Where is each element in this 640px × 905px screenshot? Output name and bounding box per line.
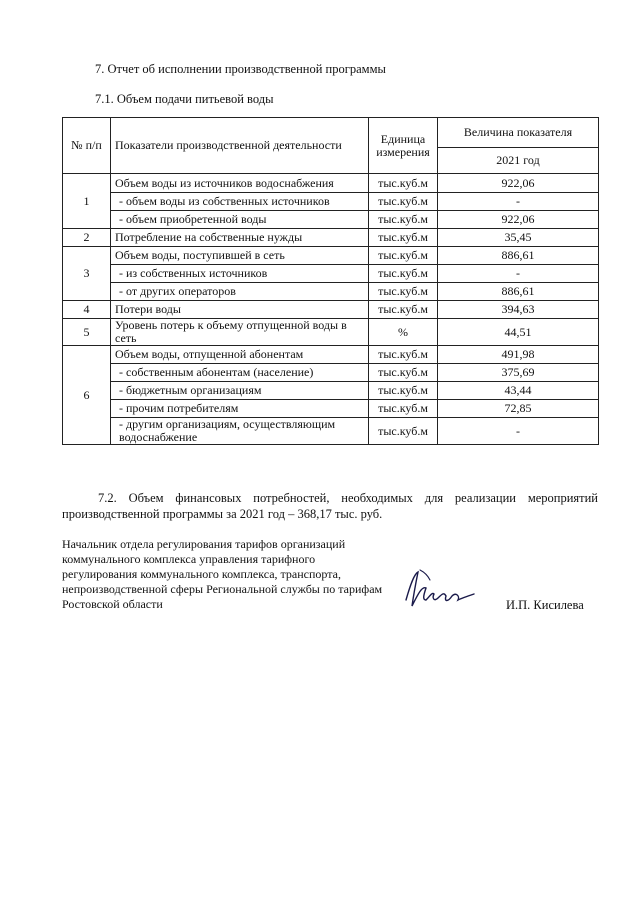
row-indicator: - собственным абонентам (население) — [111, 364, 369, 382]
table-row — [63, 418, 599, 445]
row-value: 43,44 — [438, 382, 599, 400]
row-indicator: Объем воды из источников водоснабжения — [111, 174, 369, 193]
table-row — [63, 364, 599, 382]
row-number: 6 — [63, 346, 111, 445]
table-row — [63, 319, 599, 346]
row-value: 72,85 — [438, 400, 599, 418]
row-number: 3 — [63, 247, 111, 301]
table-row — [63, 400, 599, 418]
row-value: 394,63 — [438, 301, 599, 319]
table-row — [63, 174, 599, 193]
table-row — [63, 382, 599, 400]
subsection-heading: 7.1. Объем подачи питьевой воды — [95, 92, 274, 106]
table-row — [63, 265, 599, 283]
row-indicator: - от других операторов — [111, 283, 369, 301]
row-value: - — [438, 193, 599, 211]
row-indicator: - из собственных источников — [111, 265, 369, 283]
row-indicator: Потери воды — [111, 301, 369, 319]
financial-paragraph: 7.2. Объем финансовых потребностей, необходимых для реализации мероприятий производственной программы за 2021 год – 368,17 тыс. руб. — [62, 491, 598, 521]
table-row — [63, 211, 599, 229]
table-header-row — [63, 118, 599, 148]
row-indicator: - объем приобретенной воды — [111, 211, 369, 229]
row-indicator: Объем воды, поступившей в сеть — [111, 247, 369, 265]
row-value: 886,61 — [438, 283, 599, 301]
row-number: 2 — [63, 229, 111, 247]
row-value: 375,69 — [438, 364, 599, 382]
signature-image — [400, 566, 480, 616]
row-indicator: Объем воды, отпущенной абонентам — [111, 346, 369, 364]
header-indicator: Показатели производственной деятельности — [111, 118, 369, 174]
row-value: - — [438, 418, 599, 445]
table-row — [63, 346, 599, 364]
row-value: 886,61 — [438, 247, 599, 265]
row-unit: тыс.куб.м — [369, 193, 438, 211]
row-indicator: Потребление на собственные нужды — [111, 229, 369, 247]
section-heading: 7. Отчет об исполнении производственной программы — [95, 62, 386, 76]
row-unit: тыс.куб.м — [369, 211, 438, 229]
row-value: 922,06 — [438, 174, 599, 193]
table-row — [63, 229, 599, 247]
row-unit: тыс.куб.м — [369, 229, 438, 247]
row-unit: тыс.куб.м — [369, 247, 438, 265]
row-number: 1 — [63, 174, 111, 229]
table-row — [63, 283, 599, 301]
row-number: 4 — [63, 301, 111, 319]
header-unit: Единица измерения — [369, 118, 438, 174]
row-value: - — [438, 265, 599, 283]
row-indicator: - объем воды из собственных источников — [111, 193, 369, 211]
row-unit: тыс.куб.м — [369, 382, 438, 400]
header-value-group: Величина показателя — [438, 118, 599, 148]
row-unit: тыс.куб.м — [369, 301, 438, 319]
signatory-name: И.П. Кисилева — [506, 598, 584, 612]
row-unit: тыс.куб.м — [369, 283, 438, 301]
row-unit: тыс.куб.м — [369, 265, 438, 283]
row-indicator: Уровень потерь к объему отпущенной воды в сеть — [111, 319, 369, 346]
row-indicator: - другим организациям, осуществляющим водоснабжение — [111, 418, 369, 445]
row-number: 5 — [63, 319, 111, 346]
header-num: № п/п — [63, 118, 111, 174]
row-indicator: - прочим потребителям — [111, 400, 369, 418]
row-unit: тыс.куб.м — [369, 174, 438, 193]
row-unit: тыс.куб.м — [369, 400, 438, 418]
row-value: 35,45 — [438, 229, 599, 247]
header-year: 2021 год — [438, 148, 599, 174]
table-row — [63, 301, 599, 319]
row-unit: % — [369, 319, 438, 346]
row-unit: тыс.куб.м — [369, 418, 438, 445]
row-indicator: - бюджетным организациям — [111, 382, 369, 400]
table-row — [63, 193, 599, 211]
row-unit: тыс.куб.м — [369, 346, 438, 364]
table-body — [63, 118, 599, 445]
row-value: 44,51 — [438, 319, 599, 346]
signatory-title: Начальник отдела регулирования тарифов организаций коммунального комплекса управления тарифного регулирования коммунального комплекса, транспорта, непроизводственной сферы Региональной службы по тарифам Ростовской области — [62, 537, 383, 611]
water-supply-table — [62, 117, 599, 445]
table-row — [63, 247, 599, 265]
row-value: 491,98 — [438, 346, 599, 364]
row-value: 922,06 — [438, 211, 599, 229]
row-unit: тыс.куб.м — [369, 364, 438, 382]
